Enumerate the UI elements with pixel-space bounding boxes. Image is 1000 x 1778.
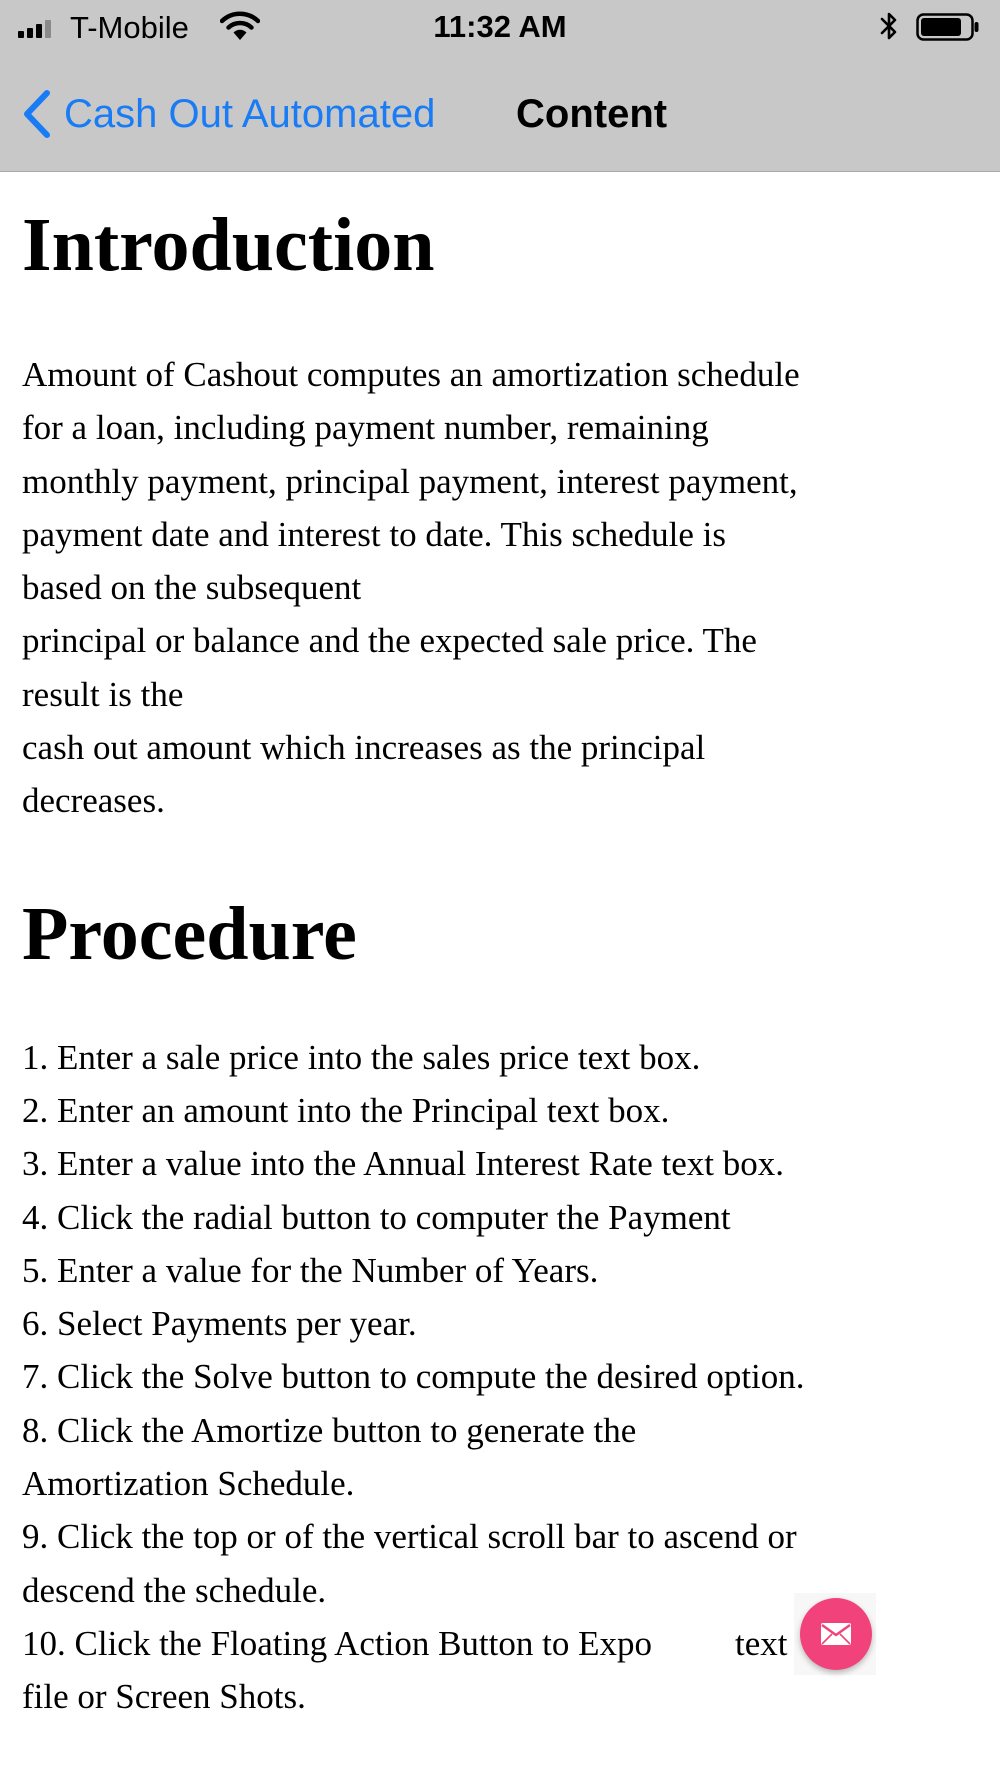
procedure-step: 9. Click the top or of the vertical scroll bar to ascend or [22, 1517, 797, 1557]
procedure-step-tail: text [734, 1623, 788, 1663]
paragraph-line: payment date and interest to date. This schedule is [22, 514, 727, 554]
procedure-step-text: 10. Click the Floating Action Button to Expo [22, 1623, 652, 1663]
procedure-step: 8. Click the Amortize button to generate the [22, 1410, 637, 1450]
introduction-paragraph [22, 348, 982, 828]
floating-action-button[interactable] [800, 1598, 872, 1670]
paragraph-line: principal or balance and the expected sale price. The [22, 621, 757, 661]
procedure-step: Amortization Schedule. [22, 1464, 355, 1504]
paragraph-line: result is the [22, 674, 184, 714]
content-body [22, 172, 982, 1724]
procedure-step: 1. Enter a sale price into the sales price text box. [22, 1037, 701, 1077]
procedure-step: 5. Enter a value for the Number of Years. [22, 1250, 599, 1290]
battery-icon [916, 13, 980, 41]
page-title: Content [516, 92, 668, 136]
procedure-step: descend the schedule. [22, 1570, 327, 1610]
paragraph-line: for a loan, including payment number, remaining [22, 408, 709, 448]
procedure-step: 4. Click the radial button to computer the Payment [22, 1197, 731, 1237]
chevron-left-icon [20, 88, 54, 140]
carrier-label: T-Mobile [70, 10, 189, 45]
procedure-step: 7. Click the Solve button to compute the desired option. [22, 1357, 805, 1397]
back-button-label: Cash Out Automated [64, 92, 436, 136]
paragraph-line: cash out amount which increases as the principal [22, 728, 706, 768]
bluetooth-icon [878, 10, 900, 42]
paragraph-line: based on the subsequent [22, 568, 362, 608]
procedure-heading: Procedure [22, 891, 357, 976]
paragraph-line: Amount of Cashout computes an amortization schedule [22, 355, 800, 394]
procedure-step: file or Screen Shots. [22, 1677, 306, 1717]
paragraph-line: monthly payment, principal payment, interest payment, [22, 461, 798, 501]
status-bar [0, 0, 1000, 58]
paragraph-line: decreases. [22, 781, 165, 821]
procedure-step: 2. Enter an amount into the Principal text box. [22, 1090, 670, 1130]
mail-icon [820, 1622, 852, 1646]
procedure-step: 6. Select Payments per year. [22, 1304, 417, 1344]
navigation-bar [0, 58, 1000, 172]
status-time: 11:32 AM [433, 9, 567, 44]
back-button[interactable] [20, 86, 435, 142]
procedure-step: 3. Enter a value into the Annual Interest Rate text box. [22, 1144, 785, 1184]
introduction-heading: Introduction [22, 203, 435, 287]
